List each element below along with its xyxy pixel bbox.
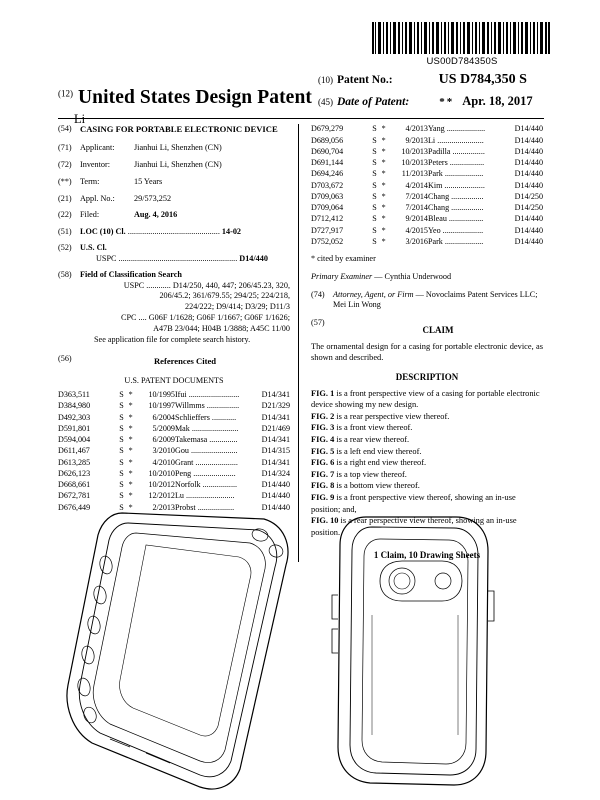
- filed-row: [80, 210, 290, 221]
- field-of-search-label: Field of Classification Search: [80, 269, 182, 279]
- reference-kind: S: [119, 412, 124, 422]
- claim-sheets-line: 1 Claim, 10 Drawing Sheets: [373, 550, 481, 561]
- reference-star: *: [381, 135, 386, 145]
- field-74-num: (74): [311, 289, 325, 299]
- field-54: [58, 124, 290, 135]
- reference-row: [58, 390, 290, 401]
- reference-number: D626,123: [58, 468, 91, 478]
- date-of-patent-value: Apr. 18, 2017: [462, 94, 533, 108]
- reference-kind: S: [119, 401, 124, 411]
- reference-class: D14/440: [514, 135, 543, 145]
- reference-date: 5/2009: [152, 423, 175, 433]
- reference-number: D668,661: [58, 480, 91, 490]
- reference-name: Schlieffers ............: [174, 412, 237, 422]
- reference-number: D672,781: [58, 491, 91, 501]
- reference-kind: S: [119, 468, 124, 478]
- reference-row: [58, 480, 290, 491]
- field-58-num: (58): [58, 269, 72, 279]
- field-of-search-line-2: 224/222; D9/414; D3/29; D11/3: [185, 302, 290, 312]
- field-22: [58, 210, 290, 221]
- reference-class: D14/341: [261, 412, 290, 422]
- reference-star: *: [381, 180, 386, 190]
- reference-kind: S: [119, 446, 124, 456]
- reference-kind: S: [119, 491, 124, 501]
- cited-by-examiner: * cited by examiner: [311, 253, 376, 263]
- attorney-dash: —: [413, 289, 426, 299]
- reference-date: 9/2014: [405, 214, 428, 224]
- primary-examiner-dash: —: [372, 271, 385, 281]
- field-of-search-line-0: USPC ............ D14/250, 440, 447; 206/45.23, 320,: [123, 280, 290, 290]
- field-of-search-line-4: A47B 23/044; H04B 1/3888; A45C 11/00: [153, 323, 290, 333]
- reference-kind: S: [372, 158, 377, 168]
- reference-kind: S: [119, 457, 124, 467]
- attorney-line: [311, 290, 543, 312]
- patent-meta: [318, 72, 544, 109]
- field-72: [58, 160, 290, 171]
- primary-examiner-label: Primary Examiner: [311, 271, 373, 281]
- reference-kind: S: [372, 191, 377, 201]
- reference-number: D492,303: [58, 412, 91, 422]
- reference-number: D694,246: [311, 169, 344, 179]
- reference-date: 10/2010: [148, 468, 175, 478]
- reference-name: Padilla ................: [427, 146, 485, 156]
- reference-date: 7/2014: [405, 203, 428, 213]
- reference-name: Yeo ....................: [427, 225, 484, 235]
- reference-kind: S: [119, 480, 124, 490]
- reference-row: [311, 192, 543, 203]
- reference-star: *: [128, 412, 133, 422]
- reference-star: *: [128, 446, 133, 456]
- reference-name: Norfolk .................: [174, 480, 238, 490]
- reference-row: [311, 225, 543, 236]
- reference-date: 10/1997: [148, 401, 175, 411]
- reference-kind: S: [372, 135, 377, 145]
- reference-class: D14/440: [514, 146, 543, 156]
- field-52-num: (52): [58, 243, 72, 253]
- reference-star: *: [381, 203, 386, 213]
- reference-row: [58, 435, 290, 446]
- description-heading: DESCRIPTION: [395, 371, 459, 382]
- term-row: [80, 177, 290, 188]
- filed-label: Filed:: [80, 210, 100, 220]
- reference-kind: S: [372, 203, 377, 213]
- reference-class: D14/250: [514, 203, 543, 213]
- reference-name: Peng .....................: [174, 468, 236, 478]
- reference-class: D14/315: [261, 446, 290, 456]
- field-57-num: (57): [311, 318, 325, 328]
- reference-class: D21/469: [261, 423, 290, 433]
- reference-date: 7/2014: [405, 191, 428, 201]
- reference-kind: S: [372, 146, 377, 156]
- us-cl-row: [80, 243, 290, 265]
- reference-date: 10/2013: [401, 158, 428, 168]
- reference-class: D14/341: [261, 390, 290, 400]
- figure-description: FIG. 4 is a rear view thereof.: [311, 435, 410, 445]
- loc-value: 14-02: [221, 227, 242, 237]
- reference-star: *: [128, 435, 133, 445]
- barcode-area: [372, 22, 552, 67]
- reference-kind: S: [372, 180, 377, 190]
- reference-date: 4/2014: [405, 180, 428, 190]
- reference-date: 4/2013: [405, 124, 428, 134]
- reference-row: [311, 124, 543, 135]
- loc-row: [80, 227, 290, 238]
- reference-star: *: [381, 169, 386, 179]
- reference-class: D14/250: [514, 191, 543, 201]
- reference-star: *: [381, 124, 386, 134]
- reference-kind: S: [372, 214, 377, 224]
- field-21: [58, 194, 290, 205]
- claim-section-head: [311, 318, 543, 341]
- inventor-value: Jianhui Li, Shenzhen (CN): [134, 160, 222, 169]
- applicant-row: [80, 143, 290, 154]
- header-divider: [58, 118, 544, 119]
- reference-date: 6/2004: [152, 412, 175, 422]
- appl-no-value: 29/573,252: [134, 193, 172, 203]
- reference-name: Chang ................: [427, 191, 484, 201]
- uspc-label: USPC: [96, 253, 117, 263]
- reference-number: D679,279: [311, 124, 344, 134]
- page-title: United States Design Patent: [78, 87, 312, 108]
- reference-star: *: [128, 401, 133, 411]
- reference-name: Yang ...................: [427, 124, 486, 134]
- reference-date: 3/2010: [152, 446, 175, 456]
- term-value: 15 Years: [134, 176, 163, 186]
- code-45: (45): [318, 97, 333, 107]
- patent-no-label: Patent No.:: [337, 74, 393, 86]
- reference-star: *: [128, 468, 133, 478]
- field-of-search: [80, 270, 290, 346]
- reference-kind: S: [372, 236, 377, 246]
- figure-description: FIG. 10 is a rear perspective view thereof, showing an in-use position.: [311, 516, 517, 537]
- reference-kind: S: [119, 435, 124, 445]
- reference-row: [311, 158, 543, 169]
- filed-value: Aug. 4, 2016: [134, 210, 178, 220]
- field-51: [58, 227, 290, 238]
- attorney-label: Attorney, Agent, or Firm: [333, 289, 414, 299]
- reference-row: [311, 169, 543, 180]
- figure-description: FIG. 9 is a front perspective view thereof, showing an in-use position; and,: [311, 493, 516, 514]
- field-51-num: (51): [58, 227, 72, 237]
- reference-date: 10/2013: [401, 146, 428, 156]
- inventor-row: [80, 160, 290, 171]
- reference-number: D611,467: [58, 446, 90, 456]
- reference-row: [311, 203, 543, 214]
- field-56: [58, 354, 290, 371]
- us-patent-documents-head: U.S. PATENT DOCUMENTS: [124, 375, 224, 385]
- references-cited-label: References Cited: [153, 355, 217, 366]
- us-cl-label: U.S. Cl.: [80, 243, 107, 253]
- reference-date: 4/2015: [405, 225, 428, 235]
- reference-name: Chang ................: [427, 203, 484, 213]
- code-12: (12): [58, 88, 73, 99]
- reference-number: D691,144: [311, 158, 344, 168]
- office-title-group: [58, 87, 318, 109]
- reference-star: *: [381, 191, 386, 201]
- reference-star: *: [128, 390, 133, 400]
- reference-kind: S: [372, 124, 377, 134]
- references-cited-head: [80, 354, 290, 371]
- reference-name: Park ...................: [427, 236, 484, 246]
- reference-row: [58, 446, 290, 457]
- reference-kind: S: [119, 390, 124, 400]
- reference-number: D676,449: [58, 502, 91, 512]
- reference-number: D727,917: [311, 225, 344, 235]
- reference-number: D752,052: [311, 236, 344, 246]
- reference-class: D14/440: [514, 180, 543, 190]
- reference-star: *: [381, 146, 386, 156]
- reference-row: [311, 147, 543, 158]
- reference-number: D594,004: [58, 435, 91, 445]
- reference-name: Gou .......................: [174, 446, 238, 456]
- reference-name: Grant .....................: [174, 457, 238, 467]
- reference-date: 3/2016: [405, 236, 428, 246]
- reference-class: D14/341: [261, 435, 290, 445]
- appl-no-row: [80, 194, 290, 205]
- inventor-surname: Li: [74, 112, 86, 126]
- reference-class: D14/341: [261, 457, 290, 467]
- reference-row: [311, 214, 543, 225]
- reference-name: Li .......................: [427, 135, 484, 145]
- reference-name: Lu ........................: [174, 491, 235, 501]
- reference-row: [311, 135, 543, 146]
- barcode-image: [372, 22, 550, 54]
- reference-row: [58, 412, 290, 423]
- claim-text: The ornamental design for a casing for portable electronic device, as shown and described.: [311, 342, 543, 363]
- reference-name: Kim ....................: [427, 180, 485, 190]
- field-58: [58, 270, 290, 346]
- reference-kind: S: [372, 169, 377, 179]
- uspc-dots: ..........................................................: [116, 253, 240, 263]
- reference-number: D384,980: [58, 401, 91, 411]
- reference-date: 9/2013: [405, 135, 428, 145]
- reference-number: D613,285: [58, 457, 91, 467]
- field-71-num: (71): [58, 143, 72, 153]
- field-72-num: (72): [58, 160, 72, 169]
- reference-class: D14/440: [514, 169, 543, 179]
- us-cl-uspc: [80, 254, 290, 265]
- reference-row: [58, 424, 290, 435]
- reference-class: D14/440: [514, 124, 543, 134]
- reference-number: D591,801: [58, 423, 91, 433]
- figure-description: FIG. 1 is a front perspective view of a casing for portable electronic device showing my new design.: [311, 388, 540, 410]
- attorney-name: Novoclaims Patent Services LLC; Mei Lin Wong: [333, 289, 538, 310]
- reference-name: Willmms ................: [174, 401, 240, 411]
- reference-star: *: [128, 423, 133, 433]
- applicant-label: Applicant:: [80, 143, 115, 153]
- reference-date: 11/2013: [401, 169, 428, 179]
- reference-star: *: [128, 480, 133, 490]
- reference-row: [58, 457, 290, 468]
- reference-kind: S: [119, 423, 124, 433]
- reference-name: Probst ..................: [174, 502, 235, 512]
- drawing-figure: [50, 495, 550, 790]
- reference-date: 10/2012: [148, 480, 175, 490]
- reference-number: D363,511: [58, 390, 90, 400]
- figure-description: FIG. 2 is a rear perspective view thereof.: [311, 411, 450, 421]
- inventor-label: Inventor:: [80, 160, 111, 169]
- figure-description: FIG. 7 is a top view thereof.: [311, 469, 407, 479]
- reference-class: D14/440: [261, 491, 290, 501]
- reference-name: Takemasa ..............: [174, 435, 238, 445]
- reference-kind: S: [372, 225, 377, 235]
- reference-date: 10/1995: [148, 390, 175, 400]
- reference-name: Mak .......................: [174, 423, 239, 433]
- see-application-line: See application file for complete search history.: [94, 334, 251, 344]
- reference-kind: S: [119, 502, 124, 512]
- reference-class: D21/329: [261, 401, 290, 411]
- reference-number: D709,064: [311, 203, 344, 213]
- figure-description: FIG. 3 is a front view thereof.: [311, 423, 413, 433]
- appl-no-label: Appl. No.:: [80, 193, 115, 203]
- reference-class: D14/440: [514, 158, 543, 168]
- reference-number: D712,412: [311, 214, 344, 224]
- code-10: (10): [318, 75, 333, 85]
- uspc-value: D14/440: [239, 253, 268, 263]
- reference-class: D14/440: [514, 214, 543, 224]
- reference-number: D690,704: [311, 146, 344, 156]
- reference-class: D14/440: [261, 502, 290, 512]
- reference-star: *: [381, 214, 386, 224]
- applicant-value: Jianhui Li, Shenzhen (CN): [134, 143, 222, 153]
- barcode-number: US00D784350S: [426, 56, 498, 67]
- reference-star: *: [128, 457, 133, 467]
- field-of-search-line-3: CPC .... G06F 1/1628; G06F 1/1667; G06F 1/1626;: [120, 313, 290, 323]
- reference-star: *: [381, 225, 386, 235]
- reference-class: D14/440: [514, 236, 543, 246]
- reference-class: D14/324: [261, 468, 290, 478]
- reference-date: 2/2013: [152, 502, 175, 512]
- reference-name: Bleau .................: [427, 214, 484, 224]
- field-21-num: (21): [58, 193, 72, 203]
- reference-date: 12/2012: [148, 491, 175, 501]
- reference-number: D703,672: [311, 180, 344, 190]
- reference-star: *: [381, 158, 386, 168]
- reference-star: *: [128, 502, 133, 512]
- reference-row: [58, 401, 290, 412]
- field-56-num: (56): [58, 353, 72, 363]
- field-of-search-line-1: 206/45.2; 361/679.55; 294/25; 224/218,: [159, 291, 290, 301]
- loc-dots: .............................................: [125, 227, 222, 237]
- term-label: Term:: [80, 176, 100, 186]
- field-54-num: (54): [58, 124, 72, 133]
- reference-date: 4/2010: [152, 457, 175, 467]
- figure-description: FIG. 6 is a right end view thereof.: [311, 458, 427, 468]
- field-22-num: (22): [58, 210, 72, 220]
- date-of-patent-label: Date of Patent:: [337, 96, 410, 108]
- reference-row: [311, 180, 543, 191]
- reference-name: Peters .................: [427, 158, 485, 168]
- reference-number: D709,063: [311, 191, 344, 201]
- reference-row: [58, 469, 290, 480]
- primary-examiner-name: Cynthia Underwood: [384, 271, 452, 281]
- claim-heading: CLAIM: [422, 325, 454, 336]
- us-references-table-right: [311, 124, 543, 248]
- invention-title: CASING FOR PORTABLE ELECTRONIC DEVICE: [80, 124, 278, 134]
- reference-name: Park ...................: [427, 169, 484, 179]
- reference-name: Ifui .........................: [174, 390, 240, 400]
- reference-star: *: [381, 236, 386, 246]
- reference-class: D14/440: [514, 225, 543, 235]
- loc-label: LOC (10) Cl.: [80, 227, 126, 237]
- reference-number: D689,056: [311, 135, 344, 145]
- field-term-num: (**): [58, 176, 72, 186]
- reference-star: *: [128, 491, 133, 501]
- reference-row: [311, 237, 543, 248]
- term-stars: **: [439, 96, 455, 108]
- figure-description: FIG. 5 is a left end view thereof.: [311, 446, 422, 456]
- field-71: [58, 143, 290, 154]
- field-52: [58, 243, 290, 265]
- patent-no-value: US D784,350 S: [438, 72, 527, 87]
- primary-examiner-line: [311, 272, 543, 283]
- reference-date: 6/2009: [152, 435, 175, 445]
- figure-description: FIG. 8 is a bottom view thereof.: [311, 481, 420, 491]
- field-term: [58, 177, 290, 188]
- casing-drawing: [50, 495, 550, 790]
- reference-class: D14/440: [261, 480, 290, 490]
